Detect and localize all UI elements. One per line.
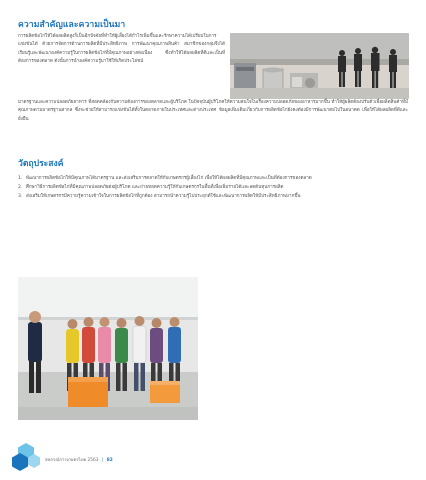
paragraph-intro-full: มาตรฐานและความปลอดภัยอาหาร ที่สอดคล้องกับความต้องการของตลาดและผู้บริโภค ในปัจจุบันผู้บริโภคให้ความสนใจในเรื่องความปลอดภัยของอาหารมากขึ้น ทำให้ผู้ผลิตต้องปรับตัวเพื่อผลิตสินค้าที่มีคุณภาพตามมาตรฐานสากล ซึ่งจะช่วยให้สามารถแข่งขันได้ทั้งในตลาดภายในประเทศและต่างประเทศ ข้อมูลเพิ่มเติมเกี่ยวกับการผลิตข้อไก่ยังคงต้องมีการพัฒนาต่อไปในอนาคต เพื่อให้ได้ผลผลิตที่ดีและยั่งยืน — [18, 100, 408, 122]
footer-separator: | — [101, 458, 104, 463]
objective-item — [18, 184, 410, 192]
hexagon-logo-icon — [12, 442, 44, 472]
objective-text: พัฒนาการผลิตข้อไก่ให้มีคุณภาพได้มาตรฐาน และส่งเสริมการตลาดให้กับเกษตรกรผู้เลี้ยงไก่ เพื่อให้ได้ผลผลิตที่มีคุณภาพและเป็นที่ต้องการของตลาด — [26, 176, 312, 181]
section-heading-objectives: วัตถุประสงค์ — [18, 159, 64, 169]
objective-text: ส่งเสริมให้เกษตรกรมีความรู้ความเข้าใจในการผลิตข้อไก่ที่ถูกต้อง สามารถนำความรู้ไปประยุกต์ใช้และพัฒนาการผลิตให้มีประสิทธิภาพมากขึ้น — [26, 194, 301, 199]
group-visit-image — [18, 277, 198, 420]
footer-org: สหกรณ์การเกษตรไทย 2563 — [45, 458, 99, 463]
objective-item — [18, 175, 410, 183]
objective-number: 3. — [18, 194, 23, 199]
photo-group-visit — [18, 277, 198, 420]
paragraph-intro-top: การผลิตข้อไก่ให้ได้ผลผลิตสูงก็เป็นอีกปัจจัยที่ทำให้ผู้เลี้ยงได้กำไรเพิ่มขึ้นและรักษาความได้เปรียบในการแข่งขันได้ ด้วยการจัดการด้านการผลิตที่มีประสิทธิภาพ การพัฒนาคุณภาพสินค้า สมาชิกของกลุ่มจึงได้เรียนรู้และพัฒนาองค์ความรู้ในการผลิตข้อไก่ที่มีคุณภาพอย่างต่อเนื่อง ซึ่งทำให้ได้ผลผลิตที่ดีและเป็นที่ต้องการของตลาด ดังนั้นการนำองค์ความรู้มาใช้ให้เกิดประโยชน์ — [18, 34, 225, 64]
factory-team-image — [230, 33, 409, 99]
objective-item — [18, 193, 410, 201]
objective-number: 1. — [18, 176, 23, 181]
objective-number: 2. — [18, 185, 23, 190]
page-number: 82 — [106, 458, 113, 463]
page-footer — [12, 442, 412, 472]
objective-text: ศึกษาวิธีการผลิตข้อไก่ที่มีคุณภาพปลอดภัยต่อผู้บริโภค และถ่ายทอดความรู้ให้กับเกษตรกรในพื้นที่เพื่อเพิ่มรายได้และลดต้นทุนการผลิต — [26, 185, 284, 190]
footer-text — [45, 456, 113, 463]
photo-factory-team — [230, 33, 409, 99]
section-heading-importance: ความสำคัญและความเป็นมา — [18, 20, 126, 30]
objectives-list — [18, 175, 410, 202]
